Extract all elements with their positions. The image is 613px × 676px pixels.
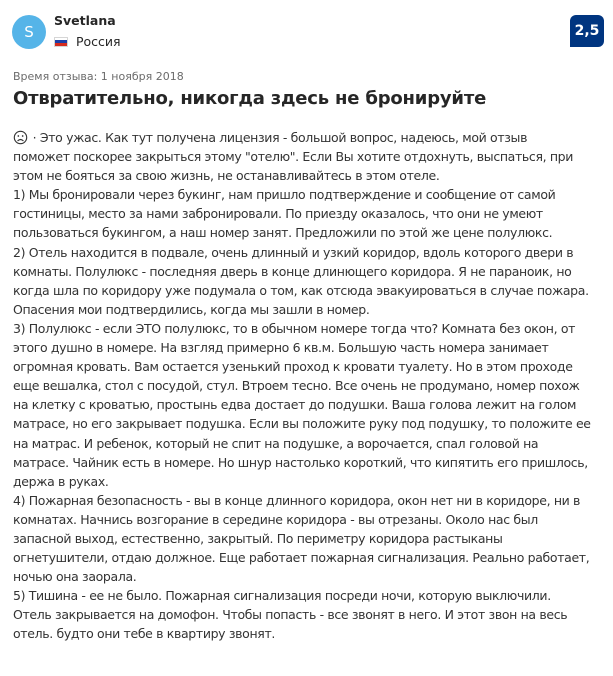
reviewer-name: Svetlana bbox=[54, 13, 116, 28]
review-line: огнетушители, отдаю должное. Еще работает пожарная сигнализация. Реально работает, bbox=[13, 550, 590, 566]
review-score-badge: 2,5 bbox=[570, 15, 604, 47]
review-title: Отвратительно, никогда здесь не бронируйте bbox=[13, 88, 487, 109]
review-line: Опасения мои подтвердились, когда мы зашли в номер. bbox=[13, 301, 370, 317]
review-line: Отель закрывается на домофон. Чтобы попасть - все звонят в него. И этот звон на весь bbox=[13, 607, 568, 623]
review-line: этом не бояться за свою жизнь, не останавливайтесь в этом отеле. bbox=[13, 168, 440, 184]
review-line: матрасе. Чайник есть в номере. Но шнур настолько короткий, что кипятить его пришлось, bbox=[13, 454, 588, 470]
review-line: 5) Тишина - ее не было. Пожарная сигнализация посреди ночи, которую выключили. bbox=[13, 588, 551, 604]
review-line: 1) Мы бронировали через букинг, нам пришло подтверждение и сообщение от самой bbox=[13, 187, 556, 203]
reviewer-avatar: S bbox=[12, 15, 46, 49]
review-line: отель. будто они тебе в квартиру звонят. bbox=[13, 626, 276, 642]
review-line: 4) Пожарная безопасность - вы в конце длинного коридора, окон нет ни в коридоре, ни в bbox=[13, 492, 581, 508]
review-line: пользоваться букингом, а наш номер занят. Предложили по этой же цене полулюкс. bbox=[13, 225, 553, 241]
review-line: гостиницы, место за нами забронировали. По приезду оказалось, что они не умеют bbox=[13, 206, 543, 222]
review-line: комнаты. Полулюкс - последняя дверь в конце длинющего коридора. Я не параноик, но bbox=[13, 263, 572, 279]
review-line: этого душно в номере. На взгляд примерно 6 кв.м. Большую часть номера занимает bbox=[13, 340, 549, 356]
review-line: ночью она заорала. bbox=[13, 569, 137, 585]
review-line: комнатах. Начнись возгорание в середине коридора - вы отрезаны. Около нас был bbox=[13, 511, 538, 527]
review-line: еще вешалка, стол с посудой, стул. Втроем тесно. Все очень не продумано, номер похож bbox=[13, 378, 580, 394]
review-line bbox=[13, 128, 613, 147]
review-line: поможет поскорее закрыться этому "отелю". Если Вы хотите отдохнуть, выспаться, при bbox=[13, 149, 574, 165]
sad-face-icon bbox=[13, 130, 28, 145]
flag-stripe-red bbox=[55, 43, 67, 46]
review-line: запасной выход, естественно, закрытый. По периметру коридора растыканы bbox=[13, 530, 503, 546]
reviewer-country bbox=[54, 34, 121, 49]
russia-flag-icon bbox=[54, 37, 68, 47]
review-line: на матрас. И ребенок, который не спит на подушке, а ворочается, спал головой на bbox=[13, 435, 539, 451]
review-line: когда шла по коридору уже подумала о том, как отсюда эвакуироваться в случае пожара. bbox=[13, 282, 589, 298]
review-line-text: · Это ужас. Как тут получена лицензия - большой вопрос, надеюсь, мой отзыв bbox=[29, 130, 528, 145]
review-line: держа в руках. bbox=[13, 473, 109, 489]
review-line: 3) Полулюкс - если ЭТО полулюкс, то в обычном номере тогда что? Комната без окон, от bbox=[13, 320, 576, 336]
review-date: Время отзыва: 1 ноября 2018 bbox=[13, 70, 184, 83]
reviewer-country-label: Россия bbox=[76, 34, 121, 49]
review-line: огромная кровать. Вам остается узенький проход к кровати туалету. Но в этом проходе bbox=[13, 359, 573, 375]
review-line: матрасе, но его закрывает подушка. Если вы положите руку под подушку, то положите ее bbox=[13, 416, 591, 432]
review-line: на клетку с кроватью, простынь едва достает до подушки. Ваша голова лежит на голом bbox=[13, 397, 577, 413]
review-line: 2) Отель находится в подвале, очень длинный и узкий коридор, вдоль которого двери в bbox=[13, 244, 574, 260]
review-body bbox=[13, 128, 613, 644]
